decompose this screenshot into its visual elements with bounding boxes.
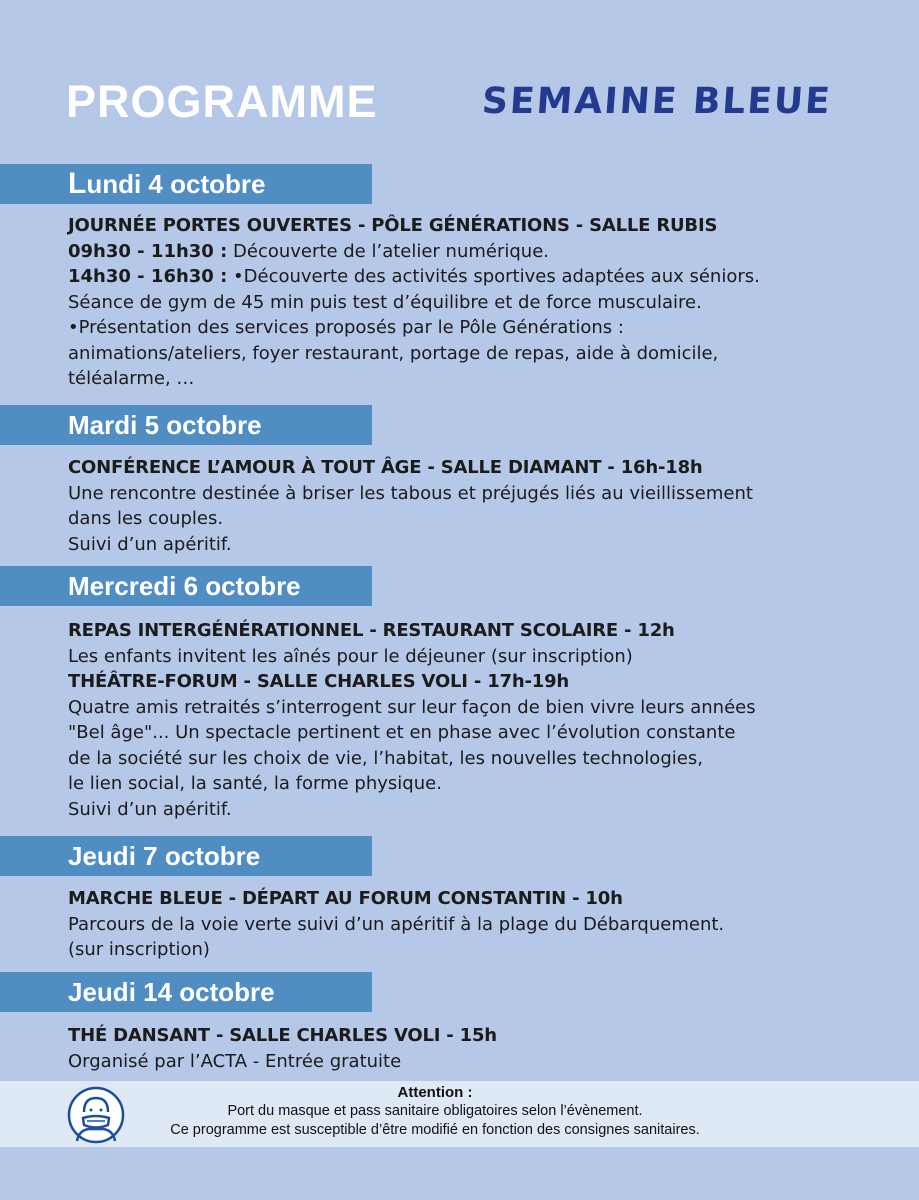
event-line: dans les couples. (68, 508, 224, 529)
event-line: Suivi d’un apéritif. (68, 533, 232, 555)
event-line: de la société sur les choix de vie, l’habitat, les nouvelles technologies, (68, 747, 703, 769)
event-line: "Bel âge"... Un spectacle pertinent et en phase avec l’évolution constante (68, 722, 736, 743)
day-label: Jeudi 14 octobre (68, 977, 275, 1007)
event-heading: THÉ DANSANT - SALLE CHARLES VOLI - 15h (68, 1025, 497, 1046)
event-heading: JOURNÉE PORTES OUVERTES - PÔLE GÉNÉRATIONS - SALLE RUBIS (68, 215, 718, 236)
event-line: Quatre amis retraités s’interrogent sur leur façon de bien vivre leurs années (68, 696, 756, 718)
attention-footer (0, 1081, 919, 1147)
day-content-lundi (68, 213, 868, 392)
day-banner-lundi (0, 164, 372, 204)
page-subtitle: SEMAINE BLEUE (480, 81, 834, 122)
page-title: PROGRAMME (66, 76, 378, 127)
day-content-mercredi (68, 618, 868, 822)
event-line: Une rencontre destinée à briser les tabous et préjugés liés au vieillissement (68, 482, 753, 504)
attention-line-2: Ce programme est susceptible d’être modifié en fonction des consignes sanitaires. (170, 1122, 700, 1138)
event-line: Suivi d’un apéritif. (68, 798, 232, 820)
face-mask-icon (67, 1086, 125, 1144)
event-line: (sur inscription) (68, 939, 210, 960)
event-heading: CONFÉRENCE L’AMOUR À TOUT ÂGE - SALLE DIAMANT - 16h-18h (68, 457, 703, 478)
attention-text (120, 1083, 750, 1140)
event-line: Parcours de la voie verte suivi d’un apéritif à la plage du Débarquement. (68, 913, 725, 935)
day-content-jeudi-14 (68, 1023, 868, 1074)
bottom-margin (0, 1147, 919, 1200)
event-heading: MARCHE BLEUE - DÉPART AU FORUM CONSTANTIN - 10h (68, 888, 623, 909)
day-content-jeudi-7 (68, 886, 868, 963)
day-banner-jeudi-7 (0, 836, 372, 876)
day-content-mardi (68, 455, 868, 557)
event-line: téléalarme, … (68, 368, 195, 389)
event-line: animations/ateliers, foyer restaurant, portage de repas, aide à domicile, (68, 342, 719, 364)
event-line: 14h30 - 16h30 : •Découverte des activités sportives adaptées aux séniors. (68, 266, 760, 287)
day-label: Jeudi 7 octobre (68, 841, 261, 871)
event-heading: THÉÂTRE-FORUM - SALLE CHARLES VOLI - 17h-19h (68, 671, 570, 692)
day-banner-mercredi (0, 566, 372, 606)
event-line: 09h30 - 11h30 : Découverte de l’atelier numérique. (68, 240, 550, 262)
event-line: Organisé par l’ACTA - Entrée gratuite (68, 1050, 402, 1072)
day-banner-mardi (0, 405, 372, 445)
attention-label: Attention : (397, 1084, 473, 1101)
event-line: le lien social, la santé, la forme physique. (68, 773, 442, 794)
day-label: Mardi 5 octobre (68, 410, 262, 440)
event-heading: REPAS INTERGÉNÉRATIONNEL - RESTAURANT SCOLAIRE - 12h (68, 620, 675, 641)
event-line: Les enfants invitent les aînés pour le déjeuner (sur inscription) (68, 645, 633, 667)
day-banner-jeudi-14 (0, 972, 372, 1012)
attention-line-1: Port du masque et pass sanitaire obligatoires selon l’évènement. (227, 1103, 643, 1119)
event-line: Séance de gym de 45 min puis test d’équilibre et de force musculaire. (68, 291, 702, 313)
day-label: Mercredi 6 octobre (68, 571, 301, 601)
event-line: •Présentation des services proposés par le Pôle Générations : (68, 317, 624, 338)
day-label: Lundi 4 octobre (68, 167, 266, 200)
